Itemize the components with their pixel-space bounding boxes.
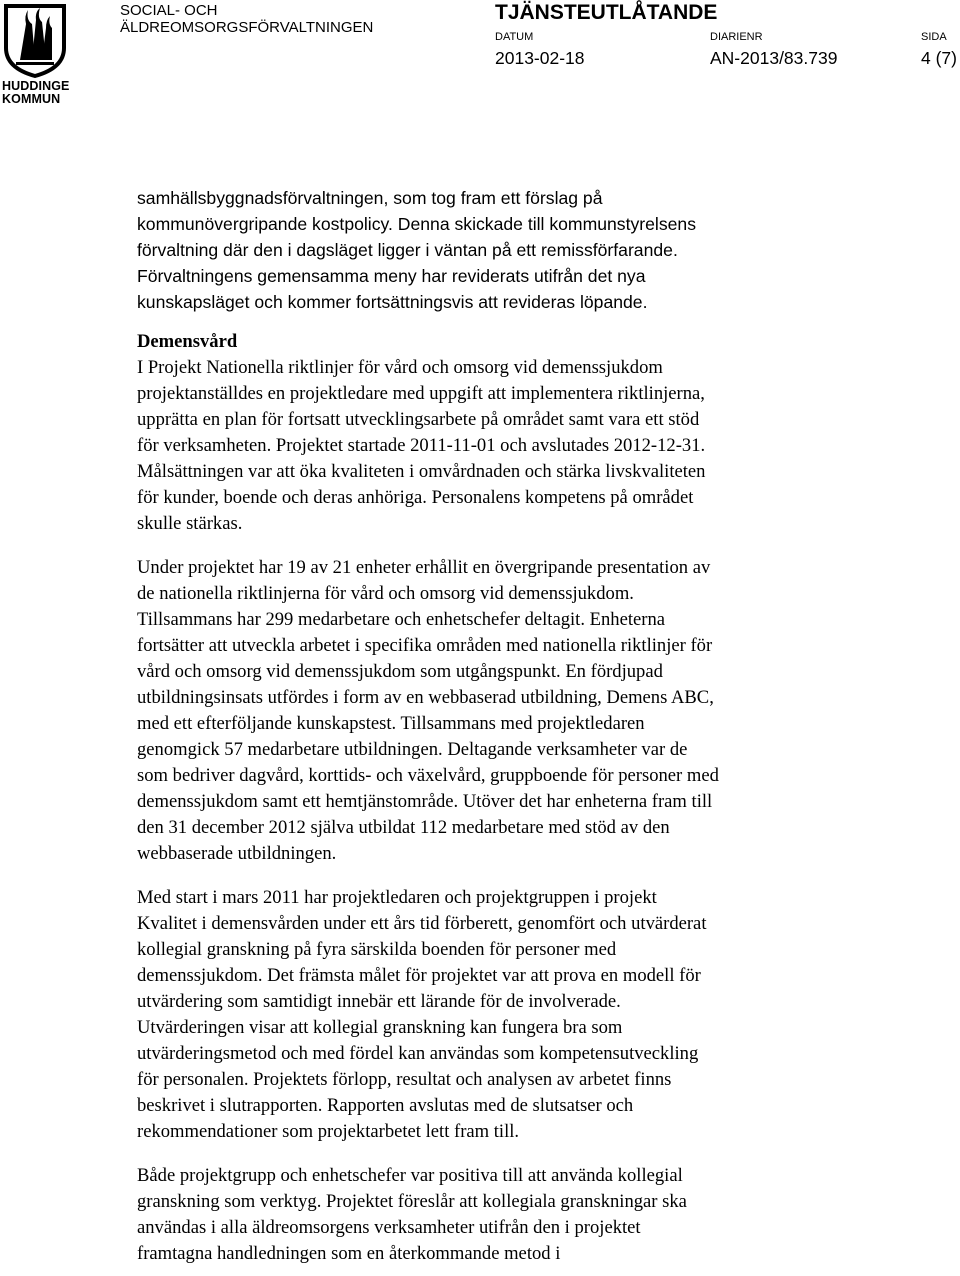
document-body bbox=[137, 185, 842, 1267]
department-line2: ÄLDREOMSORGSFÖRVALTNINGEN bbox=[120, 19, 374, 36]
page-label: SIDA bbox=[921, 31, 947, 43]
paragraph-line: demenssjukdom. Det främsta målet för projektet var att prova en modell för bbox=[137, 965, 701, 986]
paragraph-line: Målsättningen var att öka kvaliteten i omvårdnaden och stärka livskvaliteten bbox=[137, 461, 706, 482]
paragraph-line: Både projektgrupp och enhetschefer var positiva till att använda kollegial bbox=[137, 1165, 683, 1186]
date-label: DATUM bbox=[495, 31, 534, 43]
paragraph-intro bbox=[137, 185, 842, 315]
diary-number-label: DIARIENR bbox=[710, 31, 763, 43]
paragraph-line: upprätta en plan för fortsatt utvecklingsarbete på området samt vara ett stöd bbox=[137, 409, 700, 430]
section-heading-demensvard: Demensvård bbox=[137, 331, 238, 352]
page-number-value: 4 (7) bbox=[921, 48, 957, 68]
paragraph-line: fortsätter att utveckla arbetet i specifika områden med nationella riktlinjer för bbox=[137, 635, 713, 656]
paragraph-line: utvärdering som samtidigt innebär ett lärande för de involverade. bbox=[137, 991, 621, 1012]
paragraph-line: projektanställdes en projektledare med uppgift att implementera riktlinjerna, bbox=[137, 383, 705, 404]
paragraph-line: skulle stärkas. bbox=[137, 513, 243, 534]
paragraph-line: Utvärderingen visar att kollegial granskning kan fungera bra som bbox=[137, 1017, 623, 1038]
paragraph-line: kollegial granskning på fyra särskilda boenden för personer med bbox=[137, 939, 617, 960]
paragraph-line: de nationella riktlinjerna för vård och omsorg vid demenssjukdom. bbox=[137, 583, 634, 604]
paragraph-line: granskning som verktyg. Projektet föreslår att kollegiala granskningar ska bbox=[137, 1191, 687, 1212]
paragraph-line: I Projekt Nationella riktlinjer för vård och omsorg vid demenssjukdom bbox=[137, 357, 663, 378]
department-line1: SOCIAL- OCH bbox=[120, 2, 218, 19]
paragraph-line: utbildningsinsats utfördes i form av en webbaserad utbildning, Demens ABC, bbox=[137, 687, 714, 708]
paragraph-line: för kunder, boende och deras anhöriga. Personalens kompetens på området bbox=[137, 487, 694, 508]
paragraph-line: med ett efterföljande kunskapstest. Tillsammans med projektledaren bbox=[137, 713, 645, 734]
paragraph-line: beskrivet i slutrapporten. Rapporten avslutas med de slutsatser och bbox=[137, 1095, 634, 1116]
paragraph-line: Med start i mars 2011 har projektledaren och projektgruppen i projekt bbox=[137, 887, 657, 908]
paragraph-line: Tillsammans har 299 medarbetare och enhetschefer deltagit. Enheterna bbox=[137, 609, 666, 630]
document-type-title: TJÄNSTEUTLÅTANDE bbox=[495, 1, 718, 24]
paragraph-line: rekommendationer som projektarbetet lett fram till. bbox=[137, 1121, 520, 1142]
paragraph-line: Förvaltningens gemensamma meny har reviderats utifrån det nya bbox=[137, 266, 646, 286]
paragraph-project-guidelines bbox=[137, 355, 842, 537]
logo-text-line2: KOMMUN bbox=[2, 92, 61, 106]
paragraph-line: kommunövergripande kostpolicy. Denna skickade till kommunstyrelsens bbox=[137, 214, 697, 234]
paragraph-line: Under projektet har 19 av 21 enheter erhållit en övergripande presentation av bbox=[137, 557, 711, 578]
paragraph-line: för personalen. Projektets förlopp, resultat och analysen av arbetet finns bbox=[137, 1069, 672, 1090]
paragraph-line: webbaserade utbildningen. bbox=[137, 843, 337, 864]
paragraph-line: Kvalitet i demensvården under ett års tid förberett, genomfört och utvärderat bbox=[137, 913, 707, 934]
paragraph-line: samhällsbyggnadsförvaltningen, som tog fram ett förslag på bbox=[137, 188, 603, 208]
diary-number-value: AN-2013/83.739 bbox=[710, 48, 838, 68]
date-value: 2013-02-18 bbox=[495, 48, 585, 68]
huddinge-crest-icon bbox=[2, 2, 68, 78]
paragraph-peer-review bbox=[137, 1163, 842, 1267]
paragraph-line: för verksamheten. Projektet startade 2011-11-01 och avslutades 2012-12-31. bbox=[137, 435, 706, 456]
paragraph-line: användas i alla äldreomsorgens verksamheter utifrån den i projektet bbox=[137, 1217, 641, 1238]
paragraph-line: den 31 december 2012 själva utbildat 112 medarbetare med stöd av den bbox=[137, 817, 670, 838]
paragraph-line: demenssjukdom samt ett hemtjänstområde. Utöver det har enheterna fram till bbox=[137, 791, 713, 812]
paragraph-line: utvärderingsmetod och med fördel kan användas som kompetensutveckling bbox=[137, 1043, 699, 1064]
logo-wordmark bbox=[2, 80, 69, 106]
paragraph-line: kunskapsläget och kommer fortsättningsvis att revideras löpande. bbox=[137, 292, 648, 312]
paragraph-project-results bbox=[137, 555, 842, 867]
paragraph-line: genomgick 57 medarbetare utbildningen. Deltagande verksamheter var de bbox=[137, 739, 688, 760]
paragraph-line: framtagna handledningen som en återkommande metod i bbox=[137, 1243, 561, 1264]
municipality-logo bbox=[0, 0, 80, 110]
paragraph-line: vård och omsorg vid demenssjukdom som utgångspunkt. En fördjupad bbox=[137, 661, 663, 682]
paragraph-quality-project bbox=[137, 885, 842, 1145]
logo-text-line1: HUDDINGE bbox=[2, 79, 70, 93]
department-name bbox=[120, 2, 373, 36]
paragraph-line: förvaltning där den i dagsläget ligger i väntan på ett remissförfarande. bbox=[137, 240, 678, 260]
paragraph-line: som bedriver dagvård, korttids- och växelvård, gruppboende för personer med bbox=[137, 765, 719, 786]
